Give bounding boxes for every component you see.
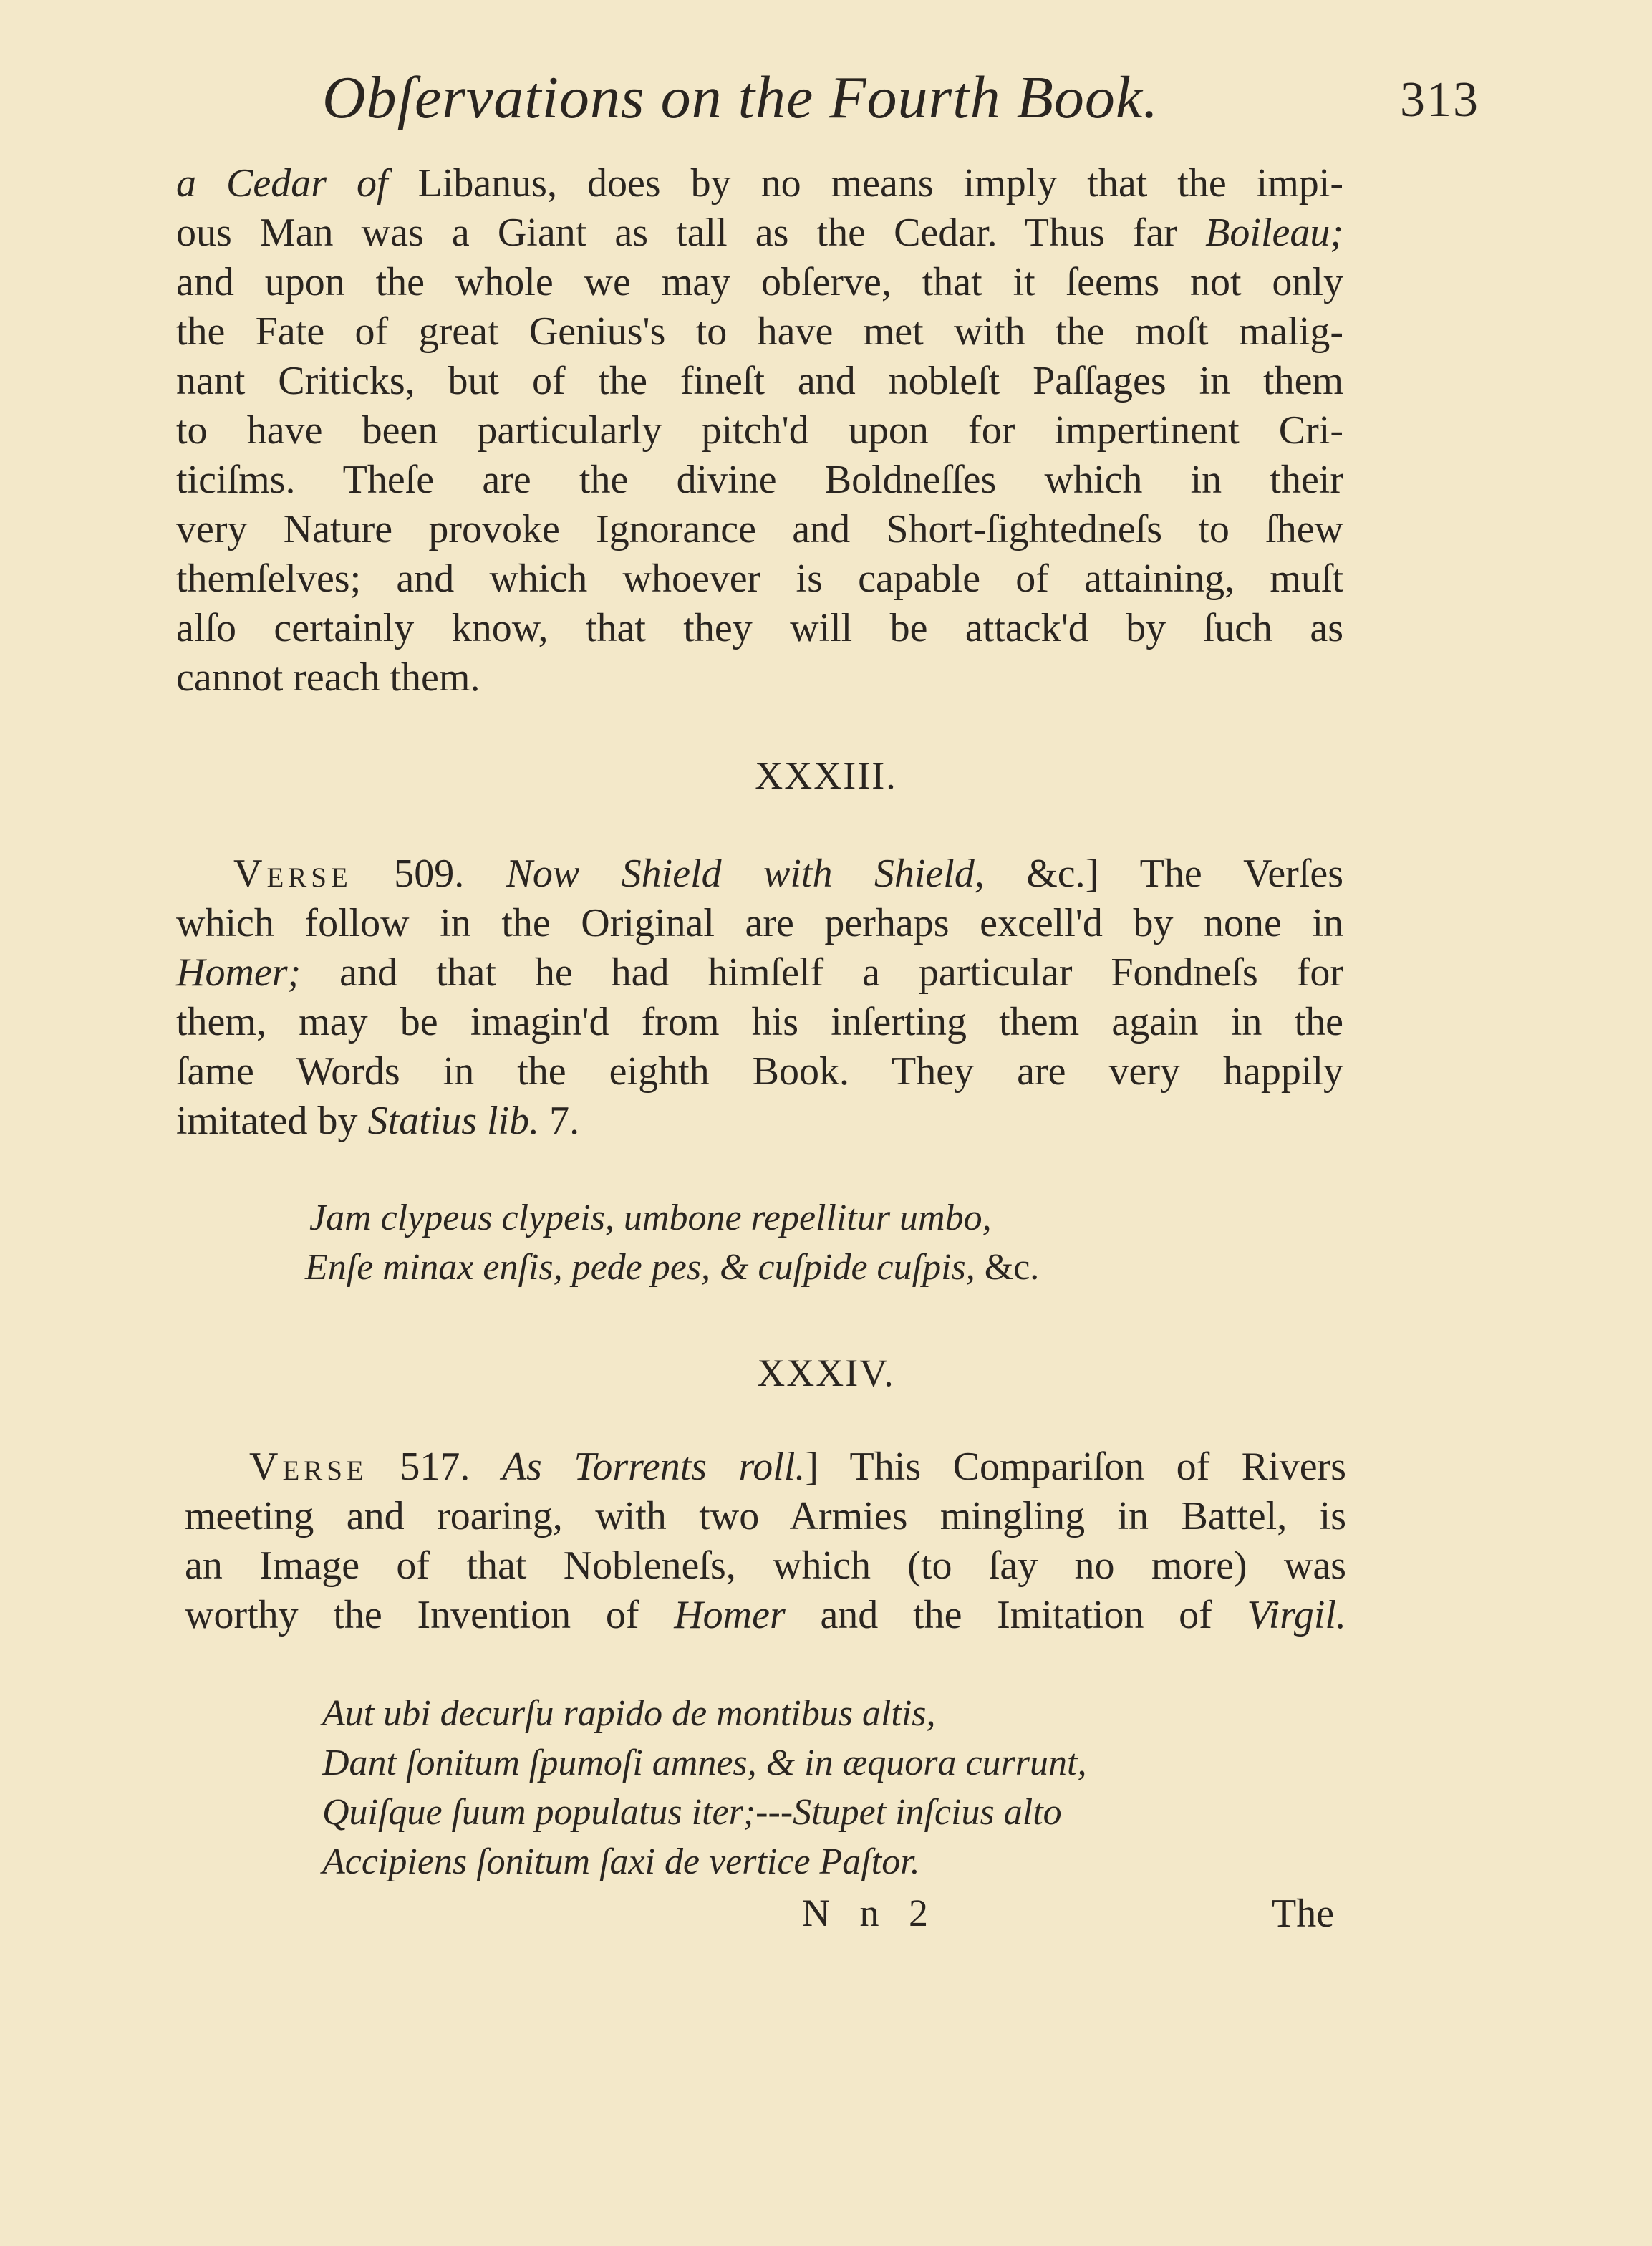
text-line: to have been particularly pitch'd upon for impertinent Cri- [176,408,1343,453]
text-line: imitated by Statius lib. 7. [176,1099,580,1143]
page-number: 313 [1400,72,1479,127]
text-line: Verse 517. As Torrents roll.] This Compariſon of Rivers [249,1445,1347,1489]
text-line: very Nature provoke Ignorance and Short-ſightedneſs to ſhew [176,507,1343,551]
text-line: worthy the Invention of Homer and the Imitation of Virgil. [185,1593,1346,1637]
verse-line: Aut ubi decurſu rapido de montibus altis, [322,1693,936,1734]
text-line: cannot reach them. [176,655,480,700]
note-verse-517 [185,1442,1346,1640]
text-line: themſelves; and which whoever is capable of attaining, muſt [176,556,1343,601]
name-virgil: Virgil. [1247,1593,1346,1637]
text-line: ticiſms. Theſe are the divine Boldneſſes which in their [176,458,1343,502]
section-numeral-34: XXXIV. [757,1351,895,1394]
text-line: an Image of that Nobleneſs, which (to ſay no more) was [185,1543,1346,1588]
name-statius: Statius lib. [367,1099,540,1143]
name-homer: Homer; [176,950,301,995]
note-verse-509 [176,849,1343,1146]
text-line: which follow in the Original are perhaps excell'd by none in [176,901,1343,945]
text-line: them, may be imagin'd from his inſerting them again in the [176,1000,1343,1044]
text-line: and upon the whole we may obſerve, that it ſeems not only [176,260,1343,304]
verse-quote-statius [305,1193,1040,1292]
verse-line: Enſe minax enſis, pede pes, & cuſpide cuſpis, &c. [305,1247,1040,1288]
text-line: Homer; and that he had himſelf a particular Fondneſs for [176,950,1344,995]
name-boileau: Boileau; [1205,211,1343,255]
running-title: Obſervations on the Fourth Book. [322,64,1159,131]
section-numeral-33: XXXIII. [755,754,897,797]
verse-quote-virgil [322,1689,1086,1886]
text-line: Verse 509. Now Shield with Shield, &c.] The Verſes [233,852,1344,896]
text-line: nant Criticks, but of the fineſt and nobleſt Paſſages in them [176,359,1343,403]
verse-line: Accipiens ſonitum ſaxi de vertice Paſtor. [322,1841,920,1882]
lemma: As Torrents roll. [501,1445,806,1489]
text-line: alſo certainly know, that they will be attack'd by ſuch as [176,606,1343,650]
text-line: a Cedar of Libanus, does by no means imply that the impi- [176,161,1344,206]
verse-line: Jam clypeus clypeis, umbone repellitur umbo, [309,1197,992,1238]
catchword: The [1272,1891,1335,1936]
text-line: ſame Words in the eighth Book. They are very happily [176,1049,1343,1094]
signature-mark: N n 2 [802,1891,938,1934]
text-line: the Fate of great Genius's to have met with the moſt malig- [176,309,1343,354]
name-homer: Homer [674,1593,786,1637]
verse-line: Dant ſonitum ſpumoſi amnes, & in æquora currunt, [322,1743,1087,1783]
lemma: Now Shield with Shield, [506,852,985,896]
text-line: ous Man was a Giant as tall as the Cedar. Thus far Boileau; [176,211,1343,255]
verse-line: Quiſque ſuum populatus iter;---Stupet inſcius alto [322,1792,1062,1833]
text-line: meeting and roaring, with two Armies mingling in Battel, is [185,1494,1346,1538]
paragraph-continuation [176,159,1343,703]
running-head [0,57,1652,136]
